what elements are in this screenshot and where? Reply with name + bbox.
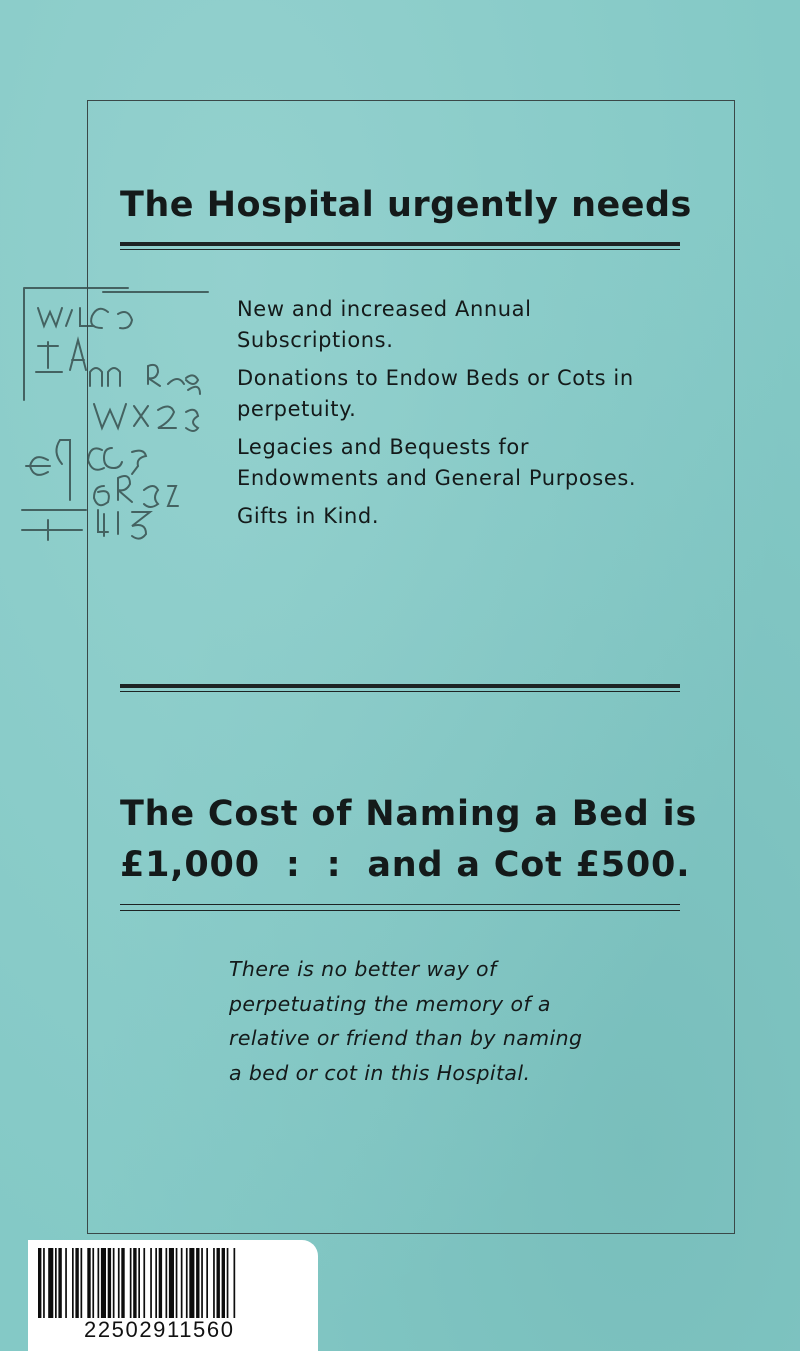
barcode-image <box>38 1248 298 1318</box>
need-item: Legacies and Bequests for Endowments and General Purposes. <box>237 435 637 490</box>
cost-amounts: £1,000 : : and a Cot £500. <box>120 845 691 885</box>
cost-divider-second <box>120 910 680 911</box>
need-item: Gifts in Kind. <box>237 504 380 528</box>
library-shelfmark-stamp <box>8 280 238 610</box>
title-divider-fine <box>120 249 680 250</box>
cost-divider <box>120 904 680 905</box>
need-item: New and increased Annual Subscriptions. <box>237 297 532 352</box>
title-divider <box>120 242 680 246</box>
page-title: The Hospital urgently needs <box>120 185 692 225</box>
needs-list <box>237 294 677 540</box>
section-divider <box>120 684 680 688</box>
barcode-number: 22502911560 <box>84 1317 235 1342</box>
section-divider-fine <box>120 691 680 692</box>
need-item: Donations to Endow Beds or Cots in perpetuity. <box>237 366 634 421</box>
cost-heading: The Cost of Naming a Bed is <box>120 794 698 834</box>
memorial-note: There is no better way of perpetuating the memory of a relative or friend than by naming a bed or cot in this Hospital. <box>229 957 583 1085</box>
